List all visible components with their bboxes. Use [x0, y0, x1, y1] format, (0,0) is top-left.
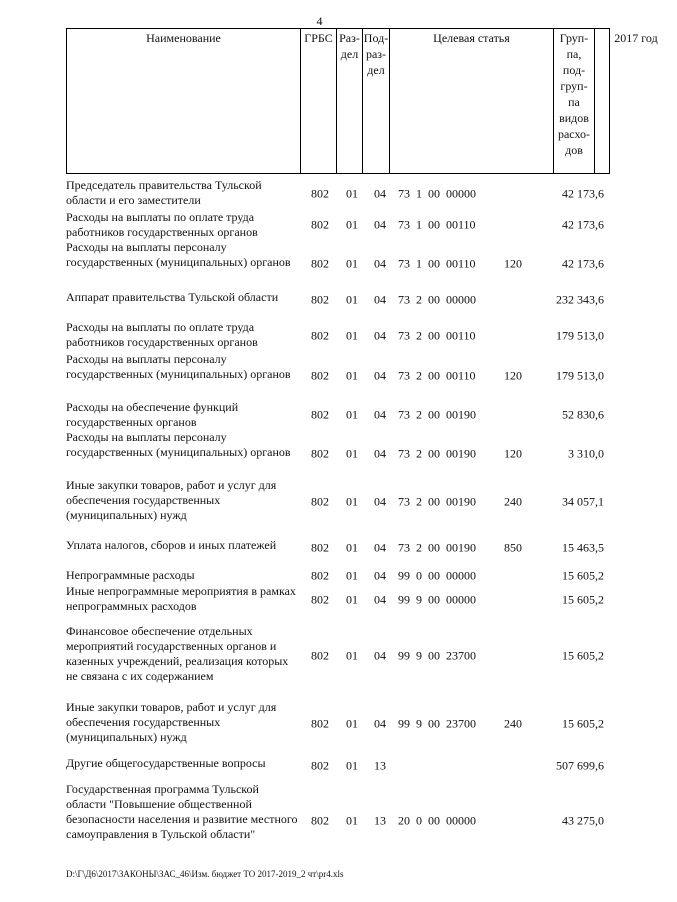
- row-podrazdel: 04: [374, 217, 386, 232]
- row-sum-2017: 43 275,0: [562, 813, 604, 828]
- row-razdel: 01: [346, 494, 358, 509]
- row-sum-2017: 15 605,2: [562, 716, 604, 731]
- row-razdel: 01: [346, 446, 358, 461]
- row-sum-2017: 52 830,6: [562, 407, 604, 422]
- table-row: [0, 430, 639, 478]
- header-year: [595, 29, 677, 173]
- row-celevaya: 20 0 00 00000: [398, 813, 476, 828]
- row-name: Расходы на выплаты по оплате труда работников государственных органов: [66, 210, 258, 239]
- header-name-label: Наименование: [146, 31, 221, 45]
- row-celevaya: 99 9 00 23700: [398, 648, 476, 663]
- row-celevaya: 99 9 00 00000: [398, 592, 476, 607]
- table-row: [0, 290, 639, 310]
- row-name: Расходы на выплаты персоналу государственных (муниципальных) органов: [66, 430, 291, 459]
- row-name: Расходы на обеспечение функций государственных органов: [66, 400, 239, 429]
- row-grbs: 802: [311, 592, 329, 607]
- table-row: [0, 756, 639, 776]
- row-vid-rashodov: 120: [504, 368, 522, 383]
- row-podrazdel: 04: [374, 716, 386, 731]
- row-grbs: 802: [311, 758, 329, 773]
- row-name: Расходы на выплаты персоналу государственных (муниципальных) органов: [66, 240, 291, 269]
- row-sum-2017: 15 463,5: [562, 540, 604, 555]
- row-sum-2017: 179 513,0: [556, 368, 604, 383]
- row-celevaya: 99 0 00 00000: [398, 568, 476, 583]
- row-name: Уплата налогов, сборов и иных платежей: [66, 538, 277, 552]
- row-grbs: 802: [311, 716, 329, 731]
- row-vid-rashodov: 240: [504, 494, 522, 509]
- row-grbs: 802: [311, 292, 329, 307]
- header-podrazdel-label: Под- раз- дел: [363, 31, 389, 77]
- row-podrazdel: 04: [374, 494, 386, 509]
- row-podrazdel: 04: [374, 540, 386, 555]
- row-vid-rashodov: 240: [504, 716, 522, 731]
- row-celevaya: 73 2 00 00190: [398, 540, 476, 555]
- row-podrazdel: 13: [374, 758, 386, 773]
- header-celevaya: [390, 29, 554, 173]
- row-razdel: 01: [346, 813, 358, 828]
- row-sum-2017: 42 173,6: [562, 217, 604, 232]
- table-row: [0, 400, 639, 430]
- row-celevaya: 73 1 00 00000: [398, 186, 476, 201]
- table-row: [0, 240, 639, 288]
- row-sum-2017: 15 605,2: [562, 568, 604, 583]
- row-razdel: 01: [346, 716, 358, 731]
- row-razdel: 01: [346, 407, 358, 422]
- row-celevaya: 73 2 00 00190: [398, 494, 476, 509]
- row-name: Расходы на выплаты персоналу государственных (муниципальных) органов: [66, 352, 291, 381]
- row-grbs: 802: [311, 813, 329, 828]
- row-name: Иные закупки товаров, работ и услуг для обеспечения государственных (муниципальных) нужд: [66, 700, 277, 744]
- row-sum-2017: 15 605,2: [562, 648, 604, 663]
- row-sum-2017: 42 173,6: [562, 186, 604, 201]
- table-row: [0, 568, 639, 584]
- table-row: [0, 538, 639, 558]
- row-sum-2017: 15 605,2: [562, 592, 604, 607]
- table-row: [0, 700, 639, 748]
- row-podrazdel: 04: [374, 328, 386, 343]
- row-sum-2017: 232 343,6: [556, 292, 604, 307]
- row-podrazdel: 04: [374, 368, 386, 383]
- header-celevaya-label: Целевая статья: [433, 31, 510, 45]
- row-vid-rashodov: 850: [504, 540, 522, 555]
- row-sum-2017: 179 513,0: [556, 328, 604, 343]
- row-celevaya: 73 2 00 00190: [398, 407, 476, 422]
- row-name: Другие общегосударственные вопросы: [66, 756, 266, 770]
- row-podrazdel: 04: [374, 568, 386, 583]
- header-year-label: 2017 год: [614, 31, 658, 45]
- row-vid-rashodov: 120: [504, 446, 522, 461]
- row-name: Расходы на выплаты по оплате труда работников государственных органов: [66, 320, 258, 349]
- footer-file-path: D:\Г\Д6\2017\ЗАКОНЫ\ЗАС_46\Изм. бюджет ТО 2017-2019_2 чт\pr4.xls: [66, 869, 344, 879]
- page-number: 4: [316, 14, 323, 28]
- row-sum-2017: 507 699,6: [556, 758, 604, 773]
- row-name: Финансовое обеспечение отдельных мероприятий государственных органов и казенных учреждений, реализация которых не связана с их содержанием: [66, 624, 289, 683]
- header-grbs: [301, 29, 337, 173]
- row-grbs: 802: [311, 186, 329, 201]
- table-row: [0, 178, 639, 210]
- row-razdel: 01: [346, 186, 358, 201]
- row-celevaya: 73 2 00 00110: [398, 328, 476, 343]
- row-razdel: 01: [346, 328, 358, 343]
- row-grbs: 802: [311, 540, 329, 555]
- row-grbs: 802: [311, 217, 329, 232]
- row-sum-2017: 34 057,1: [562, 494, 604, 509]
- row-razdel: 01: [346, 256, 358, 271]
- header-vid: [554, 29, 595, 173]
- row-sum-2017: 3 310,0: [568, 446, 604, 461]
- table-row: [0, 210, 639, 240]
- row-name: Иные непрограммные мероприятия в рамках непрограммных расходов: [66, 584, 296, 613]
- row-grbs: 802: [311, 328, 329, 343]
- header-razdel: [337, 29, 363, 173]
- table-row: [0, 478, 639, 526]
- row-celevaya: 73 2 00 00000: [398, 292, 476, 307]
- row-podrazdel: 04: [374, 648, 386, 663]
- header-razdel-label: Раз- дел: [339, 31, 360, 61]
- table-row: [0, 584, 639, 616]
- row-razdel: 01: [346, 648, 358, 663]
- row-name: Государственная программа Тульской области "Повышение общественной безопасности населения и развитие местного самоуправления в Тульской области": [66, 782, 298, 841]
- row-celevaya: 73 2 00 00190: [398, 446, 476, 461]
- row-razdel: 01: [346, 758, 358, 773]
- row-celevaya: 99 9 00 23700: [398, 716, 476, 731]
- row-podrazdel: 04: [374, 592, 386, 607]
- table-header: [66, 28, 658, 174]
- table-row: [0, 352, 639, 400]
- row-celevaya: 73 1 00 00110: [398, 217, 476, 232]
- row-podrazdel: 04: [374, 446, 386, 461]
- row-podrazdel: 04: [374, 407, 386, 422]
- row-razdel: 01: [346, 568, 358, 583]
- row-grbs: 802: [311, 407, 329, 422]
- row-podrazdel: 04: [374, 256, 386, 271]
- row-grbs: 802: [311, 256, 329, 271]
- row-name: Иные закупки товаров, работ и услуг для обеспечения государственных (муниципальных) нужд: [66, 478, 277, 522]
- row-celevaya: 73 2 00 00110: [398, 368, 476, 383]
- row-grbs: 802: [311, 368, 329, 383]
- row-grbs: 802: [311, 446, 329, 461]
- row-podrazdel: 04: [374, 186, 386, 201]
- table-row: [0, 624, 639, 688]
- table-row: [0, 320, 639, 352]
- header-vid-label: Груп- па, под- груп- па видов расхо- дов: [557, 31, 591, 157]
- header-grbs-label: ГРБС: [304, 31, 333, 45]
- row-vid-rashodov: 120: [504, 256, 522, 271]
- row-name: Непрограммные расходы: [66, 568, 195, 582]
- row-celevaya: 73 1 00 00110: [398, 256, 476, 271]
- row-podrazdel: 13: [374, 813, 386, 828]
- row-razdel: 01: [346, 217, 358, 232]
- row-podrazdel: 04: [374, 292, 386, 307]
- row-razdel: 01: [346, 292, 358, 307]
- row-grbs: 802: [311, 568, 329, 583]
- header-podrazdel: [363, 29, 390, 173]
- row-grbs: 802: [311, 648, 329, 663]
- row-razdel: 01: [346, 540, 358, 555]
- row-name: Аппарат правительства Тульской области: [66, 290, 279, 304]
- row-razdel: 01: [346, 368, 358, 383]
- row-grbs: 802: [311, 494, 329, 509]
- row-sum-2017: 42 173,6: [562, 256, 604, 271]
- header-name: [67, 29, 301, 173]
- row-name: Председатель правительства Тульской области и его заместители: [66, 178, 262, 207]
- row-razdel: 01: [346, 592, 358, 607]
- table-row: [0, 782, 639, 860]
